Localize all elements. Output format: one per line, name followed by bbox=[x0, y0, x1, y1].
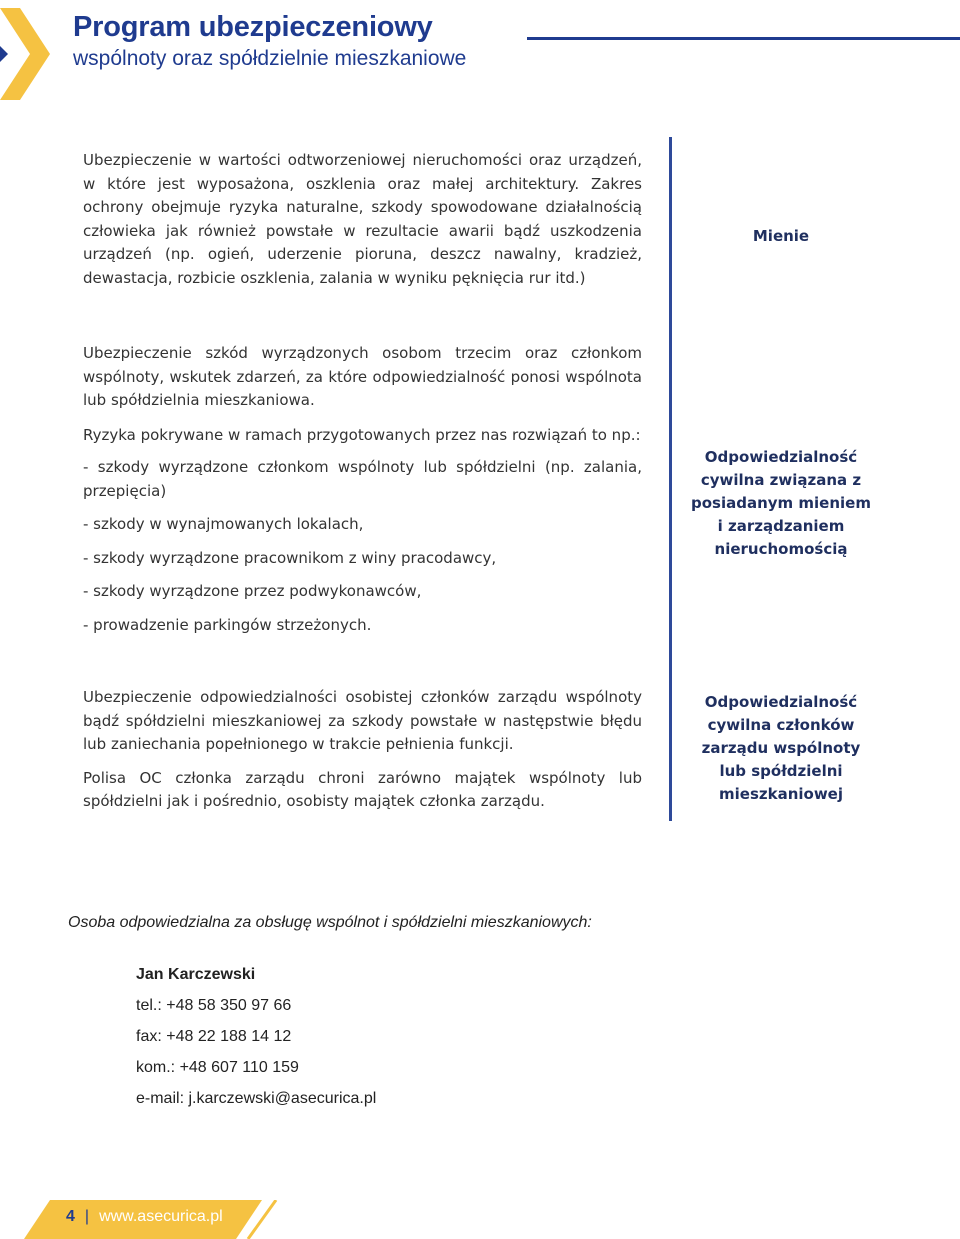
page-title: Program ubezpieczeniowy bbox=[73, 11, 433, 43]
section-board-liability-label: Odpowiedzialność cywilna członków zarządu wspólnoty lub spółdzielni mieszkaniowej bbox=[701, 693, 861, 803]
page-subtitle: wspólnoty oraz spółdzielnie mieszkaniowe bbox=[73, 47, 467, 70]
contact-fax: fax: +48 22 188 14 12 bbox=[136, 1028, 292, 1045]
list-item: - prowadzenie parkingów strzeżonych. bbox=[83, 615, 372, 634]
contact-name: Jan Karczewski bbox=[136, 966, 256, 983]
section-property-label: Mienie bbox=[752, 227, 810, 245]
footer-text bbox=[66, 1208, 223, 1226]
list-item: - szkody wyrządzone przez podwykonawców, bbox=[83, 582, 422, 600]
website-link[interactable]: www.asecurica.pl bbox=[99, 1208, 223, 1225]
contact-phone: tel.: +48 58 350 97 66 bbox=[136, 997, 292, 1014]
section-property-description bbox=[83, 149, 642, 300]
column-divider bbox=[669, 137, 672, 821]
header-divider bbox=[527, 37, 960, 40]
paragraph: Ubezpieczenie szkód wyrządzonych osobom trzecim oraz członkom wspólnoty, wskutek zdarzeń, za które odpowiedzialność ponosi wspólnota lub spółdzielnia mieszkaniowa. bbox=[83, 344, 642, 409]
list-item: - szkody w wynajmowanych lokalach, bbox=[83, 515, 364, 533]
contact-heading: Osoba odpowiedzialna za obsługę wspólnot i spółdzielni mieszkaniowych: bbox=[68, 914, 592, 931]
list-item: - szkody wyrządzone członkom wspólnoty lub spółdzielni (np. zalania, przepięcia) bbox=[83, 458, 642, 500]
section-civil-liability-label: Odpowiedzialność cywilna związana z posiadanym mieniem i zarządzaniem nieruchomością bbox=[691, 448, 871, 558]
section-board-liability-description bbox=[83, 686, 642, 824]
contact-mobile: kom.: +48 607 110 159 bbox=[136, 1059, 299, 1076]
contact-email[interactable]: e-mail: j.karczewski@asecurica.pl bbox=[136, 1090, 377, 1107]
chevron-logo-icon bbox=[0, 8, 50, 100]
paragraph: Ubezpieczenie w wartości odtworzeniowej nieruchomości oraz urządzeń, w które jest wyposażona, oszklenia oraz małej architektury. Zakres ochrony obejmuje ryzyka naturalne, szkody spowodowane działalnością człowieka jak również powstałe w rezultacie awarii bądź uszkodzenia urządzeń (np. ogień, uderzenie pioruna, deszcz nawalny, kradzież, dewastacja, rozbicie oszklenia, zalania w wyniku pęknięcia rur itd.) bbox=[83, 151, 642, 287]
paragraph: Polisa OC członka zarządu chroni zarówno majątek wspólnoty lub spółdzielni jak i pośrednio, osobisty majątek członka zarządu. bbox=[83, 768, 642, 810]
paragraph: Ryzyka pokrywane w ramach przygotowanych przez nas rozwiązań to np.: bbox=[83, 425, 641, 444]
list-item: - szkody wyrządzone pracownikom z winy pracodawcy, bbox=[83, 548, 497, 567]
section-civil-liability-description bbox=[83, 342, 642, 647]
page-number: 4 bbox=[66, 1208, 75, 1225]
footer-separator: | bbox=[84, 1208, 90, 1225]
paragraph: Ubezpieczenie odpowiedzialności osobistej członków zarządu wspólnoty bądź spółdzielni mieszkaniowej za szkody powstałe w następstwie błędu lub zaniechania popełnionego w trakcie pełnienia funkcji. bbox=[83, 688, 642, 753]
contact-details bbox=[136, 964, 376, 1119]
